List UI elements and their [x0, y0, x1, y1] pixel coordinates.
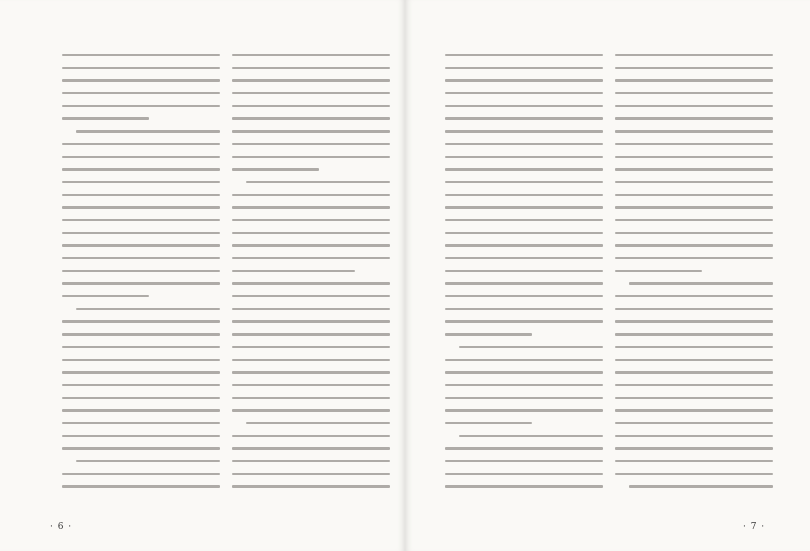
text-line	[445, 168, 603, 170]
text-line	[62, 485, 220, 487]
text-line	[445, 384, 603, 386]
text-line	[445, 422, 532, 424]
right-page-number: · 7 ·	[743, 522, 766, 532]
text-line	[62, 473, 220, 475]
text-line	[232, 371, 390, 373]
text-line	[76, 130, 220, 132]
text-line	[445, 473, 603, 475]
text-line	[445, 257, 603, 259]
text-line	[459, 435, 603, 437]
text-line	[232, 105, 390, 107]
text-line	[232, 308, 390, 310]
text-line	[232, 67, 390, 69]
text-line	[615, 206, 773, 208]
text-line	[445, 232, 603, 234]
text-line	[62, 244, 220, 246]
text-line	[62, 92, 220, 94]
text-line	[615, 333, 773, 335]
text-line	[445, 320, 603, 322]
text-line	[232, 130, 390, 132]
text-line	[615, 156, 773, 158]
text-line	[459, 346, 603, 348]
text-line	[232, 346, 390, 348]
text-line	[445, 143, 603, 145]
text-line	[615, 270, 702, 272]
text-line	[62, 397, 220, 399]
text-line	[232, 359, 390, 361]
text-line	[615, 92, 773, 94]
text-line	[62, 346, 220, 348]
text-line	[232, 232, 390, 234]
text-line	[615, 194, 773, 196]
text-line	[232, 168, 319, 170]
text-line	[232, 384, 390, 386]
text-line	[445, 371, 603, 373]
text-line	[615, 219, 773, 221]
text-line	[232, 473, 390, 475]
text-line	[62, 168, 220, 170]
text-line	[62, 143, 220, 145]
text-line	[62, 257, 220, 259]
text-line	[445, 181, 603, 183]
text-line	[62, 219, 220, 221]
text-line	[615, 79, 773, 81]
text-line	[62, 105, 220, 107]
text-line	[445, 460, 603, 462]
text-line	[62, 435, 220, 437]
text-line	[232, 194, 390, 196]
text-line	[232, 206, 390, 208]
text-line	[232, 270, 355, 272]
text-line	[246, 422, 390, 424]
text-line	[232, 92, 390, 94]
text-line	[232, 485, 390, 487]
text-line	[445, 485, 603, 487]
text-line	[615, 409, 773, 411]
text-line	[445, 130, 603, 132]
right-page-column-2	[615, 54, 773, 500]
text-line	[615, 460, 773, 462]
text-line	[445, 156, 603, 158]
text-line	[62, 359, 220, 361]
text-line	[62, 447, 220, 449]
text-line	[445, 359, 603, 361]
text-line	[615, 397, 773, 399]
text-line	[445, 219, 603, 221]
text-line	[445, 54, 603, 56]
text-line	[615, 359, 773, 361]
text-line	[445, 244, 603, 246]
text-line	[445, 79, 603, 81]
text-line	[232, 447, 390, 449]
text-line	[232, 244, 390, 246]
text-line	[62, 384, 220, 386]
text-line	[76, 460, 220, 462]
text-line	[629, 282, 773, 284]
text-line	[615, 384, 773, 386]
text-line	[615, 320, 773, 322]
text-line	[62, 282, 220, 284]
text-line	[62, 156, 220, 158]
text-line	[76, 308, 220, 310]
text-line	[62, 333, 220, 335]
left-page-number: · 6 ·	[50, 522, 73, 532]
text-line	[445, 447, 603, 449]
text-line	[615, 257, 773, 259]
text-line	[62, 79, 220, 81]
text-line	[615, 371, 773, 373]
text-line	[615, 117, 773, 119]
text-line	[445, 333, 532, 335]
text-line	[615, 54, 773, 56]
text-line	[445, 270, 603, 272]
text-line	[246, 181, 390, 183]
text-line	[232, 54, 390, 56]
text-line	[629, 485, 773, 487]
right-page	[405, 0, 810, 551]
left-page-column-2	[232, 54, 390, 500]
text-line	[232, 320, 390, 322]
text-line	[62, 117, 149, 119]
text-line	[445, 194, 603, 196]
text-line	[62, 295, 149, 297]
text-line	[445, 282, 603, 284]
text-line	[232, 79, 390, 81]
text-line	[232, 460, 390, 462]
left-page-column-1	[62, 54, 220, 500]
text-line	[232, 282, 390, 284]
text-line	[615, 232, 773, 234]
text-line	[232, 143, 390, 145]
text-line	[62, 371, 220, 373]
text-line	[615, 181, 773, 183]
right-page-column-1	[445, 54, 603, 500]
text-line	[615, 105, 773, 107]
text-line	[232, 219, 390, 221]
text-line	[445, 295, 603, 297]
text-line	[445, 67, 603, 69]
text-line	[615, 346, 773, 348]
text-line	[232, 295, 390, 297]
text-line	[445, 92, 603, 94]
text-line	[615, 295, 773, 297]
text-line	[232, 409, 390, 411]
text-line	[615, 308, 773, 310]
text-line	[445, 397, 603, 399]
text-line	[445, 105, 603, 107]
text-line	[615, 130, 773, 132]
text-line	[62, 206, 220, 208]
text-line	[615, 67, 773, 69]
text-line	[62, 194, 220, 196]
text-line	[62, 270, 220, 272]
text-line	[615, 473, 773, 475]
text-line	[232, 117, 390, 119]
text-line	[232, 156, 390, 158]
text-line	[445, 409, 603, 411]
text-line	[232, 435, 390, 437]
text-line	[615, 435, 773, 437]
text-line	[232, 397, 390, 399]
text-line	[615, 143, 773, 145]
text-line	[62, 422, 220, 424]
text-line	[62, 54, 220, 56]
text-line	[62, 409, 220, 411]
text-line	[62, 67, 220, 69]
text-line	[615, 244, 773, 246]
text-line	[62, 232, 220, 234]
text-line	[62, 320, 220, 322]
text-line	[615, 447, 773, 449]
text-line	[445, 117, 603, 119]
text-line	[445, 206, 603, 208]
text-line	[62, 181, 220, 183]
text-line	[615, 168, 773, 170]
text-line	[232, 257, 390, 259]
text-line	[615, 422, 773, 424]
text-line	[445, 308, 603, 310]
text-line	[232, 333, 390, 335]
